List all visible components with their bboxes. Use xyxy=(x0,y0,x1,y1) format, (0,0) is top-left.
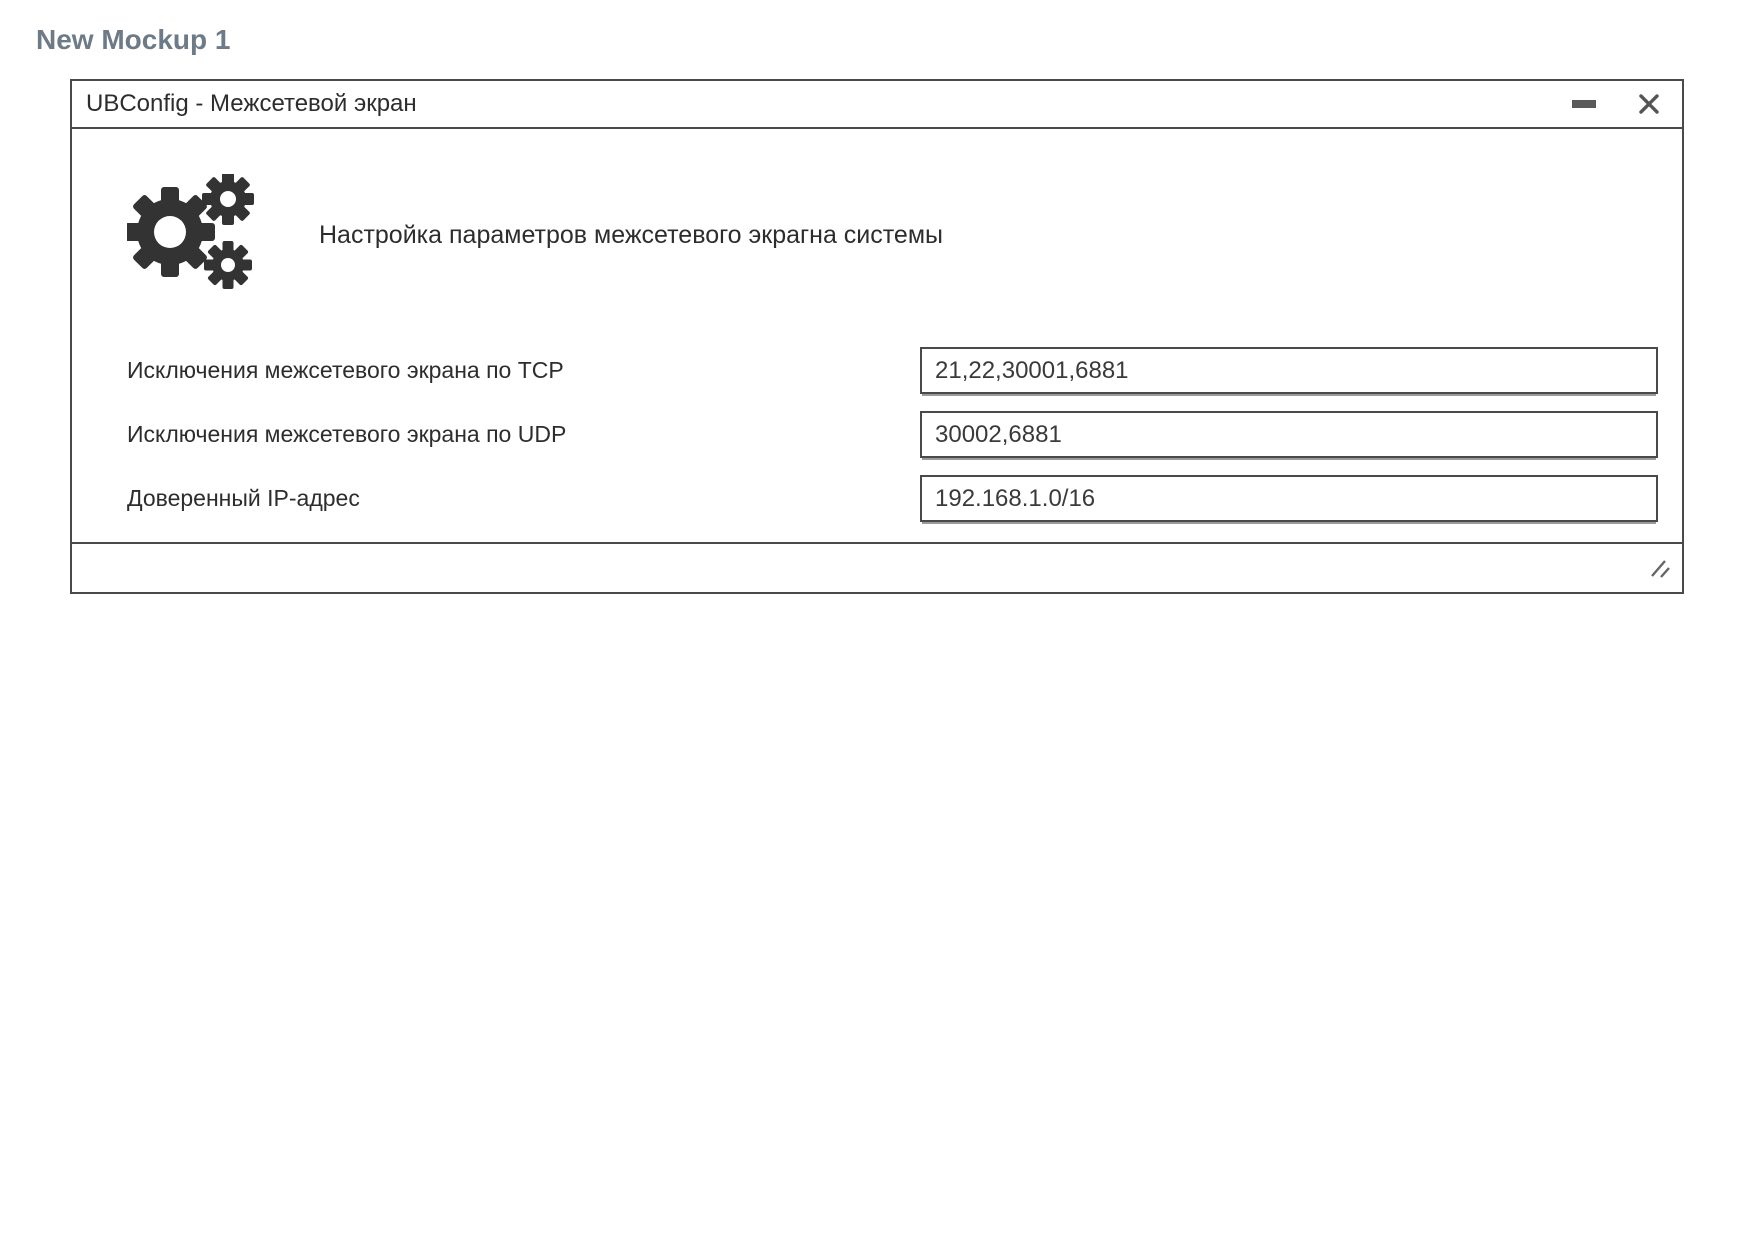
tcp-exceptions-label: Исключения межсетевого экрана по TCP xyxy=(127,357,564,383)
minimize-button[interactable] xyxy=(1572,100,1596,108)
field-row-trusted-ip xyxy=(127,475,1658,522)
field-row-tcp xyxy=(127,347,1658,394)
window-description: Настройка параметров межсетевого экрагна системы xyxy=(319,220,943,249)
udp-exceptions-label: Исключения межсетевого экрана по UDP xyxy=(127,421,567,447)
gears-icon xyxy=(127,174,255,290)
fields-group xyxy=(72,347,1682,522)
header-row xyxy=(72,129,1682,290)
close-button[interactable] xyxy=(1636,91,1662,117)
trusted-ip-label: Доверенный IP-адрес xyxy=(127,485,360,511)
ubconfig-window xyxy=(70,79,1684,594)
trusted-ip-input[interactable] xyxy=(920,475,1658,522)
tcp-exceptions-input[interactable] xyxy=(920,347,1658,394)
udp-exceptions-input[interactable] xyxy=(920,411,1658,458)
resize-grip-icon[interactable] xyxy=(1648,557,1672,579)
window-content xyxy=(72,129,1682,542)
window-title: UBConfig - Межсетевой экран xyxy=(86,90,417,117)
window-titlebar xyxy=(72,81,1682,129)
close-icon xyxy=(1636,91,1662,117)
mockup-title: New Mockup 1 xyxy=(36,24,231,55)
window-statusbar xyxy=(72,542,1682,592)
field-row-udp xyxy=(127,411,1658,458)
